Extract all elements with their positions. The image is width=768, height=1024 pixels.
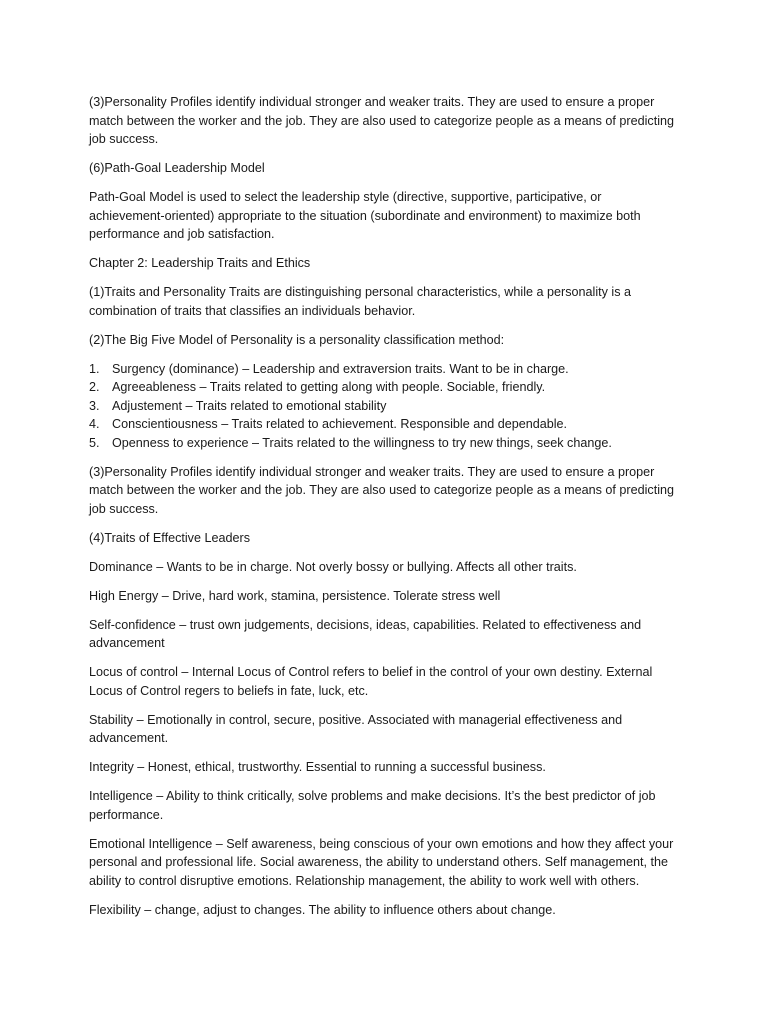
paragraph-path-goal-description: Path-Goal Model is used to select the leadership style (directive, supportive, participative, or achievement-oriented) appropriate to the situation (subordinate and environment) to maximize both performance and job satisfaction. bbox=[89, 190, 641, 241]
list-item-number: 4. bbox=[89, 417, 100, 431]
list-item-number: 2. bbox=[89, 380, 100, 394]
trait-locus-of-control: Locus of control – Internal Locus of Control refers to belief in the control of your own destiny. External Locus of Control regers to beliefs in fate, luck, etc. bbox=[89, 665, 653, 698]
heading-path-goal-model: (6)Path-Goal Leadership Model bbox=[89, 161, 265, 175]
trait-emotional-intelligence: Emotional Intelligence – Self awareness, being conscious of your own emotions and how they affect your personal and professional life. Social awareness, the ability to understand others. Self management, the ability to control disruptive emotions. Relationship management, the ability to work well with others. bbox=[89, 836, 674, 888]
list-item bbox=[89, 360, 679, 379]
document-page bbox=[89, 93, 679, 930]
trait-self-confidence: Self-confidence – trust own judgements, decisions, ideas, capabilities. Related to effectiveness and advancement bbox=[89, 617, 642, 650]
paragraph-traits-and-personality: (1)Traits and Personality Traits are distinguishing personal characteristics, while a personality is a combination of traits that classifies an individuals behavior. bbox=[89, 285, 632, 318]
list-item bbox=[89, 378, 679, 397]
paragraph-personality-profiles: (3)Personality Profiles identify individual stronger and weaker traits. They are used to ensure a proper match between the worker and the job. They are also used to categorize people as a means of predicting job success. bbox=[89, 95, 675, 146]
chapter-heading: Chapter 2: Leadership Traits and Ethics bbox=[89, 256, 311, 270]
trait-stability: Stability – Emotionally in control, secure, positive. Associated with managerial effectiveness and advancement. bbox=[89, 712, 623, 745]
list-item-text: Agreeableness – Traits related to getting along with people. Sociable, friendly. bbox=[112, 380, 546, 394]
trait-high-energy: High Energy – Drive, hard work, stamina, persistence. Tolerate stress well bbox=[89, 588, 501, 603]
big-five-list bbox=[89, 360, 679, 453]
list-item-number: 1. bbox=[89, 361, 100, 376]
list-item-number: 5. bbox=[89, 435, 100, 450]
list-item-text: Adjustement – Traits related to emotional stability bbox=[112, 398, 387, 413]
list-item bbox=[89, 415, 679, 434]
paragraph-big-five-intro: (2)The Big Five Model of Personality is a personality classification method: bbox=[89, 332, 505, 347]
trait-dominance: Dominance – Wants to be in charge. Not overly bossy or bullying. Affects all other traits. bbox=[89, 559, 577, 574]
list-item-text: Surgency (dominance) – Leadership and extraversion traits. Want to be in charge. bbox=[112, 361, 569, 376]
list-item-number: 3. bbox=[89, 398, 100, 413]
list-item-text: Conscientiousness – Traits related to achievement. Responsible and dependable. bbox=[112, 417, 568, 431]
heading-effective-leaders: (4)Traits of Effective Leaders bbox=[89, 530, 250, 545]
list-item-text: Openness to experience – Traits related to the willingness to try new things, seek change. bbox=[112, 435, 612, 450]
list-item bbox=[89, 434, 679, 453]
trait-flexibility: Flexibility – change, adjust to changes. The ability to influence others about change. bbox=[89, 902, 556, 917]
trait-intelligence: Intelligence – Ability to think critically, solve problems and make decisions. It’s the best predictor of job performance. bbox=[89, 789, 656, 822]
paragraph-personality-profiles-repeat: (3)Personality Profiles identify individual stronger and weaker traits. They are used to ensure a proper match between the worker and the job. They are also used to categorize people as a means of predicting job success. bbox=[89, 464, 675, 516]
trait-integrity: Integrity – Honest, ethical, trustworthy. Essential to running a successful business. bbox=[89, 760, 546, 774]
list-item bbox=[89, 397, 679, 416]
